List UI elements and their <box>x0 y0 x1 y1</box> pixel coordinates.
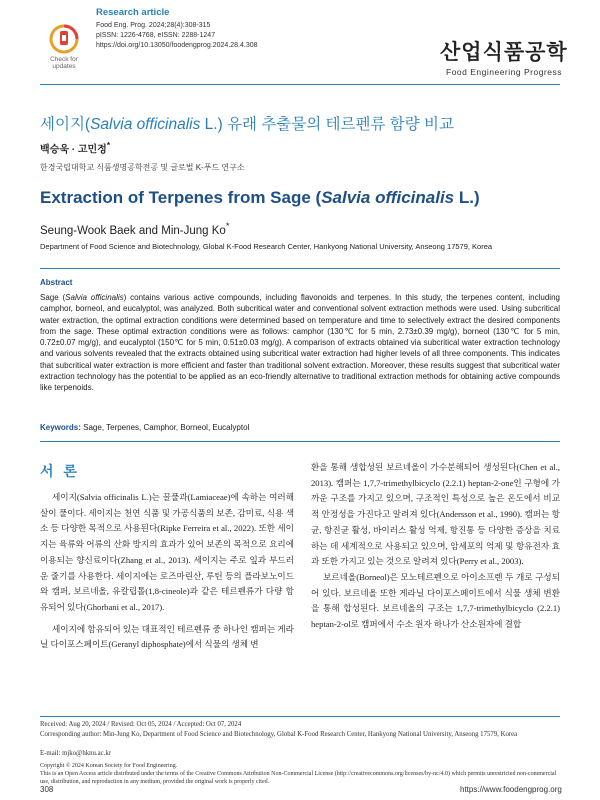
page-number: 308 <box>40 785 54 794</box>
journal-name-en: Food Engineering Progress <box>446 67 562 77</box>
journal-name-ko: 산업식품공학 <box>440 41 568 64</box>
journal-website-link[interactable]: https://www.foodengprog.org <box>460 785 562 794</box>
korean-authors: 백승욱 · 고민정* <box>40 140 111 156</box>
right-column-text <box>311 460 560 633</box>
intro-paragraph-4: 보르네올(Borneol)은 모노테르펜으로 아이소프렌 두 개로 구성되어 있다. 보르네올 또한 게라닐 다이포스페이트에서 식물 생체 변환을 통해 합성된다. 보르네올의 구조는 1,7,7-trimethylbicyclo (2.2.1) heptan-2-ol로 캠퍼에서 수소 원자 하나가 산소원자에 결합 <box>311 571 560 630</box>
abstract-bottom-divider <box>40 441 560 442</box>
copyright: Copyright © 2024 Korean Society for Food Engineering. This is an Open Access article distributed under the terms of the Creative Commons Attribution Non-Commercial License (http://creativecommons.org/licenses/by-nc/4.0) which permits unrestricted non-commercial use, distribution, and reproduction in any medium, provided the original work is properly cited. <box>40 763 557 785</box>
english-affiliation: Department of Food Science and Biotechnology, Global K-Food Research Center, Hankyong National University, Anseong 17579, Korea <box>40 242 493 251</box>
korean-affiliation: 한경국립대학교 식품생명공학전공 및 글로벌 K-푸드 연구소 <box>40 163 245 172</box>
abstract-text: Sage (Salvia officinalis) contains various active compounds, including flavonoids and terpenes. In this study, the terpenes content, including camphor, borneol, and eucalyptol, was analyzed. Both subcritical water and conventional solvent extraction methods were used. Using subcritical water extraction, the optimal extraction conditions were determined based on temperature and time to selectively extract the desired components from the sage. These optimal extraction conditions were as follows: camphor (130℃ for 5 min, 2.73±0.39 mg/g), borneol (130℃ for 5 min, 0.72±0.07 mg/g), and eucalyptol (150℃ for 5 min, 0.51±0.03 mg/g). A comparison of extracts obtained via subcritical water extraction technology and various solvents revealed that the extracts obtained using subcritical water extraction had higher levels of all three components. This indicates that subcritical water extraction is more efficient and faster than traditional solvent extraction. Moreover, these results suggest that subcritical water extraction technology has the potential to be applied as an eco-friendly alternative to traditional extraction methods for obtaining active compounds like terpenoids. <box>40 293 560 393</box>
keywords: Keywords: Sage, Terpenes, Camphor, Borneol, Eucalyptol <box>40 423 250 432</box>
english-authors: Seung-Wook Baek and Min-Jung Ko* <box>40 221 230 237</box>
intro-paragraph-3: 환을 통해 생합성된 보르네올이 가수분해되어 생성된다(Chen et al., 2013). 캠퍼는 1,7,7-trimethylbicyclo (2.2.1) heptan-2-one인 구형에 가까운 구조를 가지고 있으며, 구조적인 특성으로 높은 온도에서 비교적 안정성을 가진다고 알려져 있다(Andersson et al., 1990). 캠퍼는 항균, 항진균 활성, 바이러스 활성 억제, 항진통 등 다양한 증상을 치료하는 데 세계적으로 사용되고 있으며, 암세포의 억제 및 항유전자 효과 또한 가지고 있는 것으로 알려져 있다(Perry et al., 2003). <box>311 462 560 567</box>
received-dates: Received: Aug 20, 2024 / Revised: Oct 05, 2024 / Accepted: Oct 07, 2024 <box>40 721 242 728</box>
article-type: Research article <box>96 7 170 18</box>
intro-paragraph-1: 세이지(Salvia officinalis L.)는 꿀풀과(Lamiaceae)에 속하는 여러해살이 풀이다. 세이지는 천연 식품 및 가공식품의 보존, 감미료, 식용 색소 등 다양한 목적으로 사용된다(Ripke Ferreira et al., 2022). 또한 세이지는 육류와 어류의 산화 방지의 효과가 있어 보존의 목적으로 요리에 이용되는 향신료이다(Zhang et al., 2013). 세이지는 주로 잎과 부드러운 줄기를 사용한다. 세이지에는 로즈마린산, 루틴 등의 플라보노이드와 캠퍼, 보르네올, 유칼립톨(1,8-cineole)과 같은 테르펜류가 다량 함유되어 있다(Ghorbani et al., 2017). <box>40 492 294 612</box>
doi-link[interactable]: https://doi.org/10.13050/foodengprog.2024.28.4.308 <box>96 42 258 49</box>
english-title: Extraction of Terpenes from Sage (Salvia officinalis L.) <box>40 188 480 207</box>
intro-paragraph-2: 세이지에 함유되어 있는 대표적인 테르펜류 중 하나인 캠퍼는 게라닐 다이포스페이트(Geranyl diphosphate)에서 식물의 생체 변 <box>40 623 294 650</box>
korean-title: 세이지(Salvia officinalis L.) 유래 추출물의 테르펜류 함량 비교 <box>40 116 454 133</box>
abstract-top-divider <box>40 268 560 269</box>
header-divider <box>40 84 560 85</box>
footnote-divider <box>40 716 560 717</box>
abstract-heading: Abstract <box>40 278 73 287</box>
issn: pISSN: 1226-4768, eISSN: 2288-1247 <box>96 32 216 39</box>
check-for-updates-label: Check for updates <box>50 56 78 70</box>
corresponding-author: Corresponding author: Min-Jung Ko, Department of Food Science and Biotechnology, Global K-Food Research Center, Hankyong National University, Anseong 17579, Korea <box>40 731 518 738</box>
left-column-text <box>40 490 294 653</box>
author-email[interactable]: E-mail: mjko@hknu.ac.kr <box>40 750 112 757</box>
citation: Food Eng. Prog. 2024;28(4):308-315 <box>96 22 211 29</box>
section-heading-introduction: 서 론 <box>40 463 80 479</box>
